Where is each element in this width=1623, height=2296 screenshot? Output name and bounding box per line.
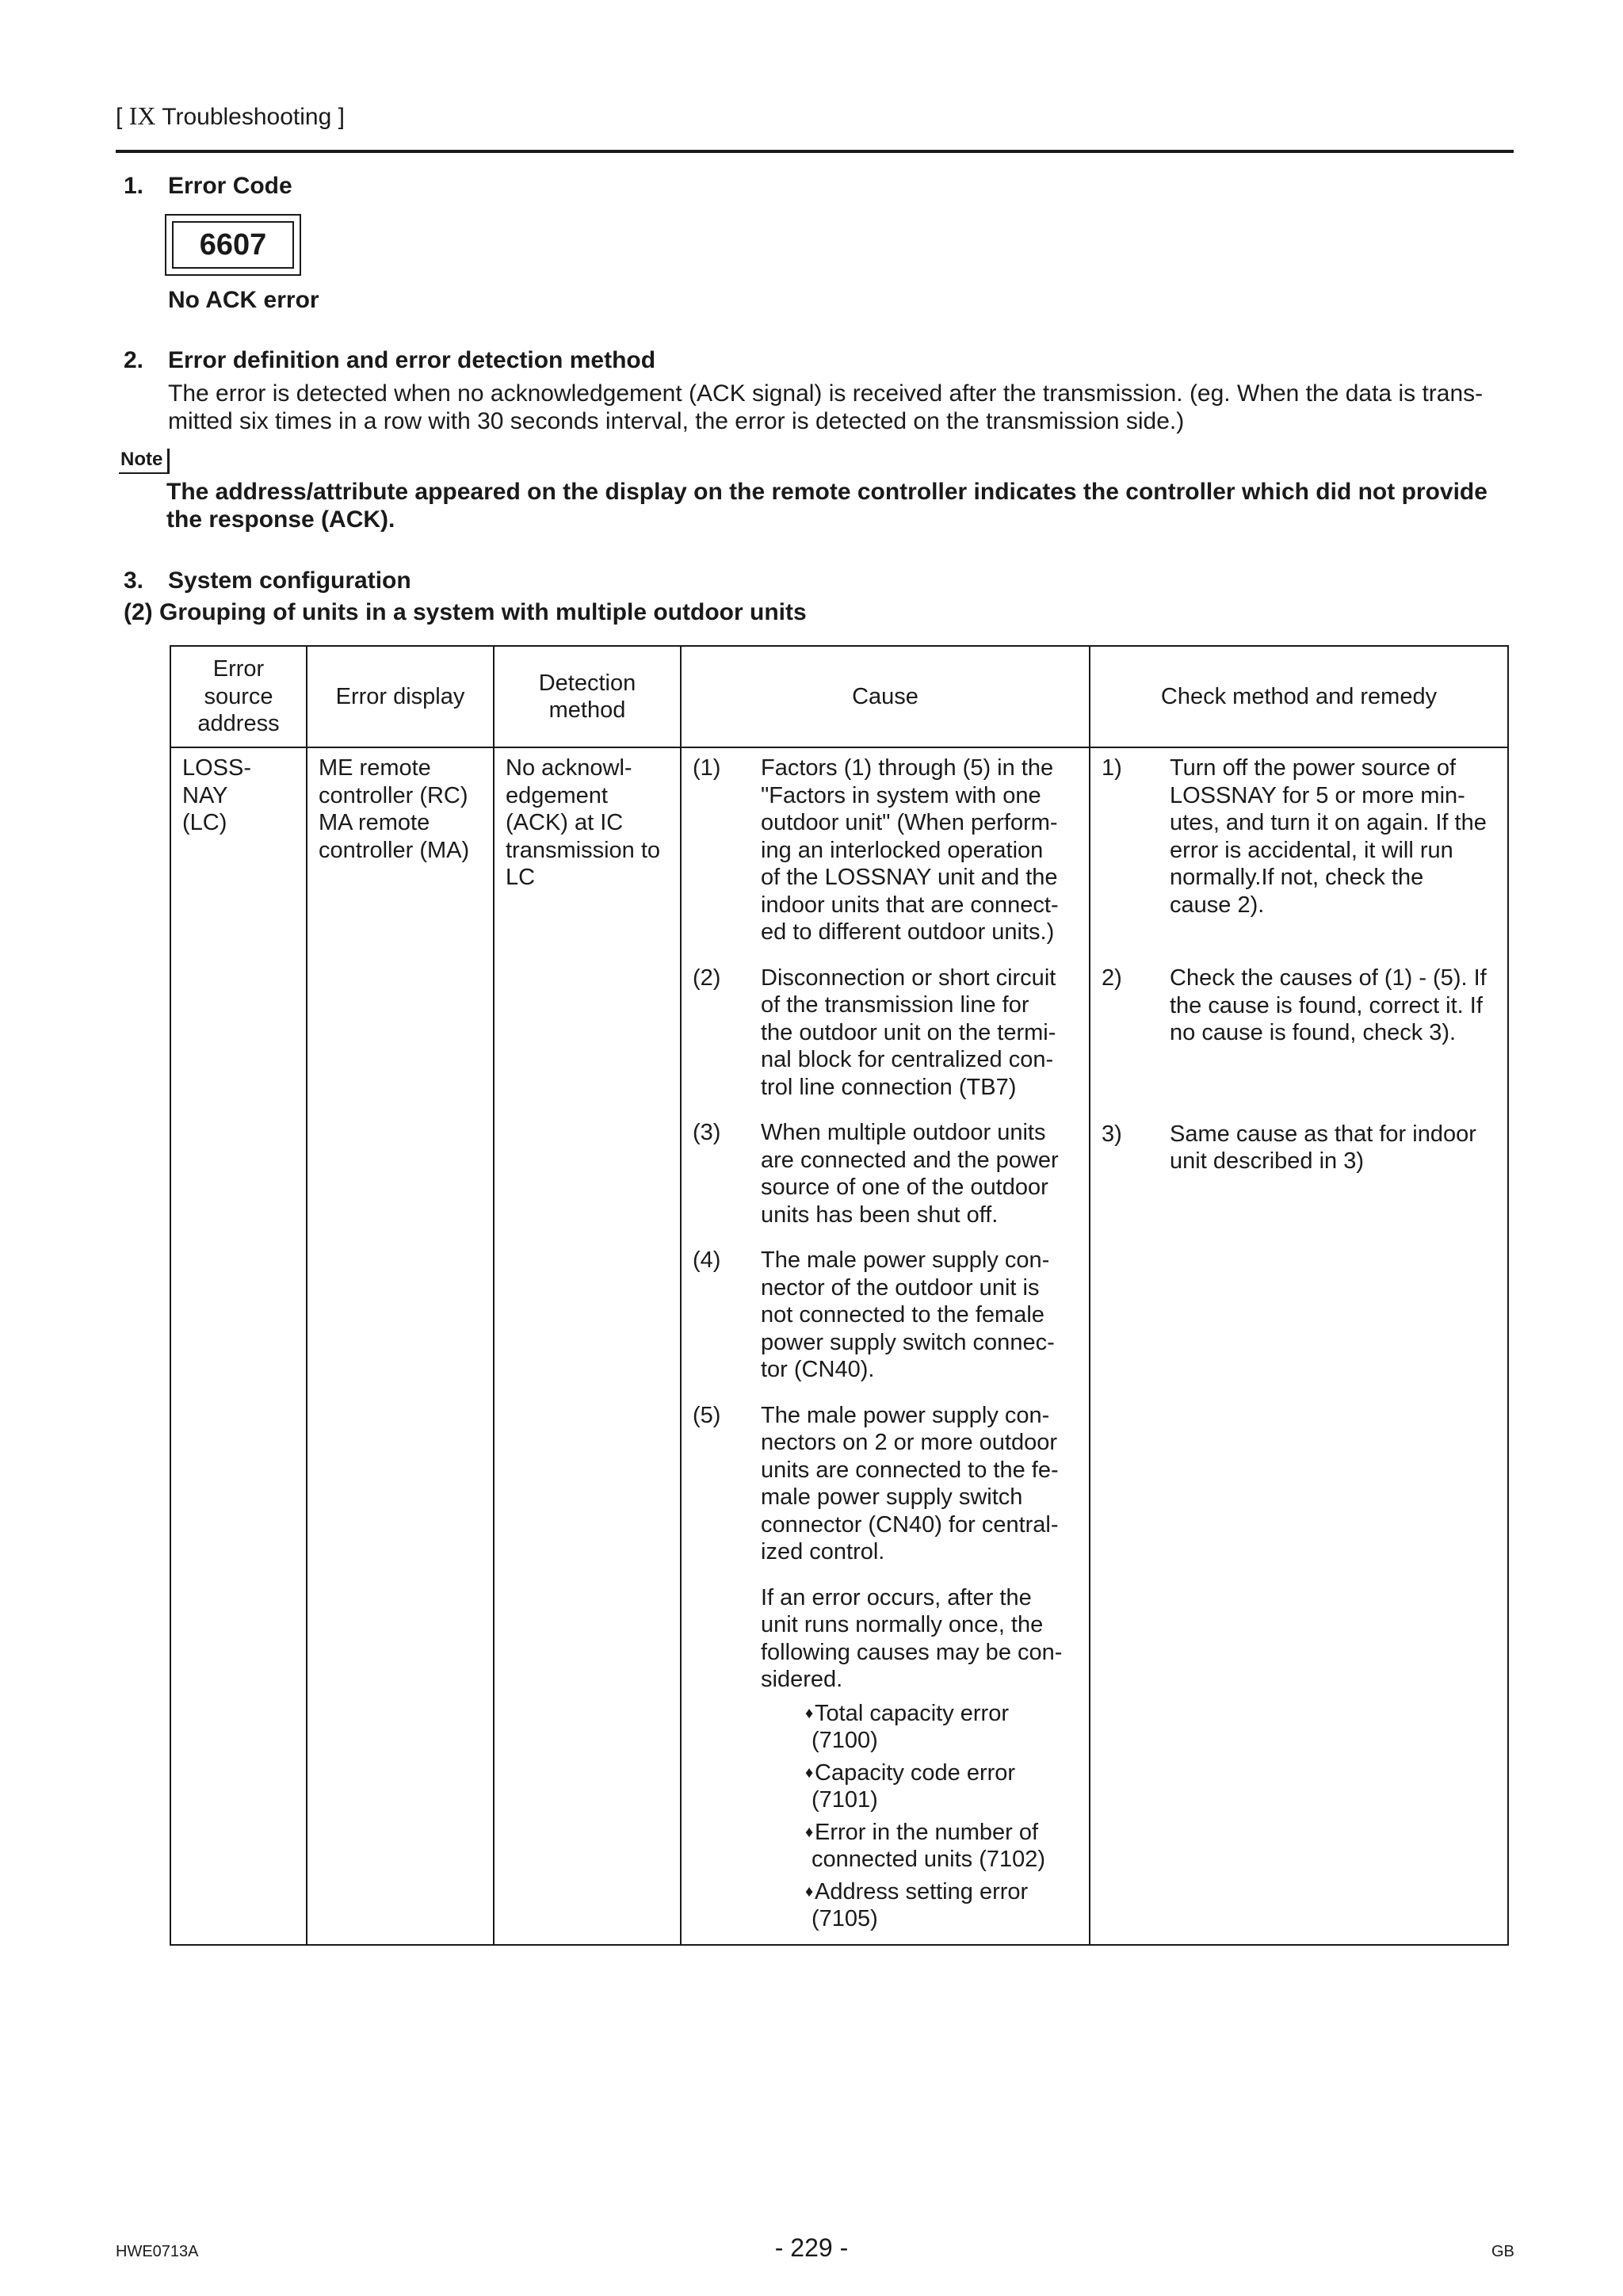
bullet-text: Error in the number of [815, 1819, 1039, 1845]
section2-body-line: mitted six times in a row with 30 seconds interval, the error is detected on the transmission side.) [168, 408, 1185, 434]
section2-heading [124, 347, 655, 374]
remedy-item-1 [1102, 755, 1501, 919]
error-code: 6607 [172, 221, 294, 269]
cell-line: (LC) [182, 810, 227, 835]
cause-number: (4) [693, 1247, 721, 1273]
cause-text [761, 755, 1083, 946]
list-item [805, 1819, 1083, 1847]
remedy-number: 3) [1102, 1121, 1122, 1147]
section2-body-line: The error is detected when no acknowledgement (ACK signal) is received after the transmission. (eg. When the data is trans- [168, 380, 1484, 407]
table-header-row [170, 646, 1508, 747]
diamond-bullet-icon: ♦ [805, 1882, 814, 1901]
cause-line: unit runs normally once, the [761, 1612, 1044, 1637]
cause-line: the outdoor unit on the termi- [761, 1019, 1056, 1045]
cause-followup-text [761, 1584, 1083, 1933]
bullet-text: connected units (7102) [812, 1847, 1046, 1872]
cause-text [761, 1119, 1083, 1228]
bullet-text: Total capacity error [815, 1700, 1009, 1726]
diamond-bullet-icon: ♦ [805, 1763, 814, 1782]
header-line: Error [212, 656, 265, 682]
cause-line: of the LOSSNAY unit and the [761, 865, 1058, 890]
cause-number: (1) [693, 755, 721, 781]
cause-line: units has been shut off. [761, 1201, 999, 1228]
cell-line: controller (MA) [319, 837, 470, 863]
remedy-text [1170, 1121, 1501, 1175]
cause-line: connector (CN40) for central- [761, 1511, 1059, 1538]
remedy-item-3 [1102, 1121, 1501, 1175]
bullet-text: (7101) [812, 1787, 878, 1813]
cause-line: Factors (1) through (5) in the [761, 755, 1054, 781]
header-line: Detection [538, 670, 636, 696]
cause-line: units are connected to the fe- [761, 1457, 1059, 1483]
list-item [805, 1759, 1083, 1787]
cell-line: (ACK) at IC [506, 810, 624, 835]
cell-line: LC [506, 865, 536, 890]
cause-line: power supply switch connec- [761, 1329, 1055, 1355]
remedy-line: no cause is found, check 3). [1170, 1020, 1457, 1045]
cause-line: are connected and the power [761, 1147, 1059, 1173]
table-row [170, 747, 1508, 1945]
bullet-text: (7100) [812, 1728, 878, 1753]
cause-line: tor (CN40). [761, 1357, 875, 1382]
cell-line: transmission to [506, 837, 661, 863]
remedy-number: 2) [1102, 965, 1122, 991]
cause-line: "Factors in system with one [761, 782, 1041, 808]
remedy-line: the cause is found, correct it. If [1170, 992, 1483, 1018]
cause-line: nal block for centralized con- [761, 1047, 1054, 1072]
cause-line: of the transmission line for [761, 992, 1029, 1018]
cause-number: (3) [693, 1120, 721, 1145]
cause-item-4 [693, 1247, 1083, 1384]
header-line: address [197, 711, 280, 737]
cause-number: (5) [693, 1402, 721, 1428]
cause-line: The male power supply con- [761, 1247, 1050, 1273]
cause-line: nectors on 2 or more outdoor [761, 1430, 1057, 1455]
cause-line: outdoor unit" (When perform- [761, 810, 1058, 835]
cause-line: The male power supply con- [761, 1402, 1050, 1428]
bullet-text: (7105) [812, 1906, 878, 1931]
diamond-bullet-icon: ♦ [805, 1823, 814, 1841]
cause-item-3 [693, 1119, 1083, 1228]
remedy-line: utes, and turn it on again. If the [1170, 810, 1487, 835]
header-remedy: Check method and remedy [1090, 646, 1508, 747]
note-label: Note [119, 449, 170, 474]
remedy-line: Same cause as that for indoor [1170, 1121, 1476, 1147]
cause-item-2 [693, 965, 1083, 1102]
cause-item-5 [693, 1402, 1083, 1566]
note-text [166, 478, 1514, 533]
remedy-line: normally.If not, check the [1170, 865, 1424, 890]
header-line: method [548, 697, 626, 723]
footer-language: GB [1491, 2243, 1514, 2260]
section3-heading [124, 567, 411, 594]
header-title: Troubleshooting ] [162, 104, 345, 130]
header-chapter-numeral: IX [128, 101, 156, 130]
header-cause: Cause [681, 646, 1090, 747]
cause-line: indoor units that are connect- [761, 892, 1059, 918]
section3-number: 3. [124, 567, 144, 594]
header-detection-method [494, 646, 681, 747]
remedy-line: unit described in 3) [1170, 1148, 1365, 1174]
cell-line: controller (RC) [319, 782, 468, 808]
error-name: No ACK error [168, 287, 319, 313]
cell-error-source [170, 747, 307, 1945]
section3-title: System configuration [168, 567, 411, 594]
section2-number: 2. [124, 347, 144, 373]
footer-page-number: - 229 - [774, 2233, 849, 2262]
error-table [170, 645, 1509, 1946]
cause-line: ized control. [761, 1539, 885, 1564]
bullet-text: Capacity code error [815, 1759, 1016, 1786]
cause-text [761, 1247, 1083, 1384]
remedy-line: LOSSNAY for 5 or more min- [1170, 782, 1465, 808]
note-line: the response (ACK). [166, 506, 395, 533]
footer-document-code: HWE0713A [116, 2243, 199, 2260]
cell-detection-method [494, 747, 681, 1945]
cause-text [761, 965, 1083, 1102]
header-error-source [170, 646, 307, 747]
remedy-line: Check the causes of (1) - (5). If [1170, 965, 1487, 991]
header-rule [116, 150, 1514, 153]
remedy-line: error is accidental, it will run [1170, 837, 1453, 863]
cell-line: LOSS- [182, 755, 252, 781]
cell-remedy [1090, 747, 1508, 1945]
cause-line: male power supply switch [761, 1484, 1023, 1510]
section3-subtitle: (2) Grouping of units in a system with multiple outdoor units [124, 599, 807, 625]
section1-title: Error Code [168, 173, 292, 199]
remedy-line: Turn off the power source of [1170, 755, 1457, 781]
section2-body [168, 380, 1515, 435]
header-error-display: Error display [307, 646, 494, 747]
diamond-bullet-icon: ♦ [805, 1704, 814, 1722]
cause-line: When multiple outdoor units [761, 1120, 1046, 1145]
cause-line: ed to different outdoor units.) [761, 919, 1055, 945]
cause-line: Disconnection or short circuit [761, 965, 1056, 991]
cell-error-display [307, 747, 494, 1945]
cell-line: NAY [182, 782, 228, 808]
section1-number: 1. [124, 173, 144, 199]
cell-cause [681, 747, 1090, 1945]
remedy-line: cause 2). [1170, 892, 1265, 918]
header-line: source [204, 683, 273, 709]
remedy-text [1170, 755, 1501, 919]
cause-line: sidered. [761, 1667, 843, 1692]
error-code-box [165, 214, 301, 276]
followup-cause-list [805, 1700, 1083, 1933]
remedy-text [1170, 965, 1501, 1047]
cause-line: If an error occurs, after the [761, 1584, 1032, 1610]
note-line: The address/attribute appeared on the display on the remote controller indicates the controller which did not provide [166, 479, 1487, 505]
cause-line: ing an interlocked operation [761, 837, 1044, 863]
cause-line: source of one of the outdoor [761, 1175, 1048, 1200]
cause-item-1 [693, 755, 1083, 946]
cell-line: MA remote [319, 810, 430, 835]
cell-line: ME remote [319, 755, 431, 781]
header-bracket: [ [116, 104, 123, 130]
remedy-number: 1) [1102, 755, 1122, 781]
cause-number: (2) [693, 965, 721, 991]
list-item [805, 1878, 1083, 1906]
section1-heading [124, 173, 292, 200]
page-header [116, 101, 345, 131]
cause-line: nector of the outdoor unit is [761, 1274, 1040, 1301]
cause-line: following causes may be con- [761, 1639, 1063, 1665]
cell-line: edgement [506, 782, 608, 808]
cause-line: not connected to the female [761, 1302, 1044, 1328]
list-item [805, 1700, 1083, 1728]
cause-line: trol line connection (TB7) [761, 1074, 1017, 1100]
bullet-text: Address setting error [815, 1878, 1029, 1904]
cause-text [761, 1402, 1083, 1566]
section2-title: Error definition and error detection method [168, 347, 656, 373]
remedy-item-2 [1102, 965, 1501, 1047]
cell-line: No acknowl- [506, 755, 632, 781]
